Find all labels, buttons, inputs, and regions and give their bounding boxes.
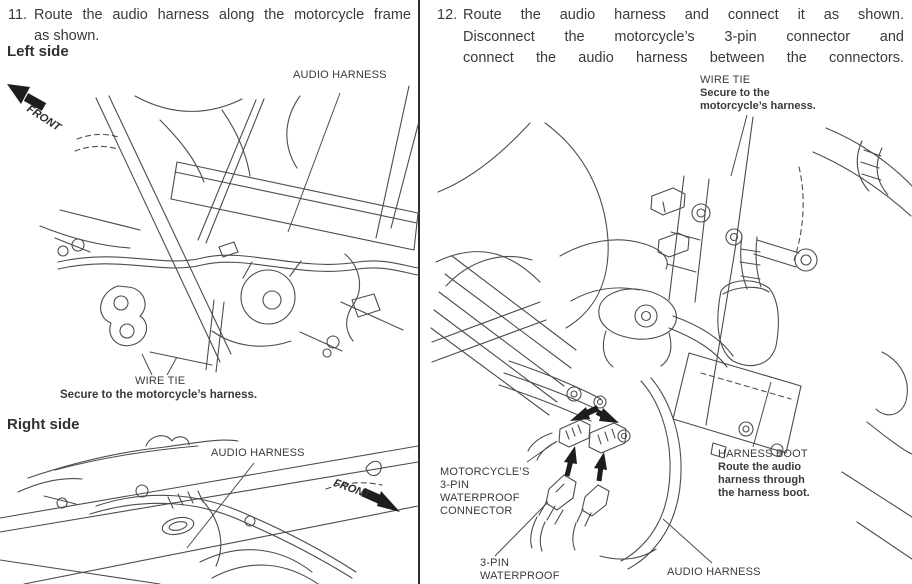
moto-connector-leader-line [527, 441, 557, 462]
moto-connector-label-line-4: CONNECTOR [440, 505, 513, 517]
audio-harness-leader-line [288, 93, 340, 232]
figure-left-side-drawing [0, 62, 418, 412]
wire-tie-note-line-1: Secure to the [700, 87, 770, 99]
audio-connector-label-line-1: 3-PIN [480, 557, 510, 569]
front-label: FRONT [24, 103, 63, 134]
wire-tie-leader-line [142, 354, 152, 375]
wire-tie-label: WIRE TIE [135, 375, 186, 387]
front-label: FRONT [331, 477, 372, 502]
harness-boot-leader-line [753, 382, 771, 447]
step-12-line-1: Route the audio harness and connect it as shown. [463, 7, 904, 23]
front-arrow-icon [7, 84, 44, 107]
harness-boot-label: HARNESS BOOT [718, 448, 808, 460]
heading-right-side: Right side [7, 416, 80, 433]
step-12-line-3: connect the audio harness between the connectors. [463, 50, 904, 66]
step-12-number: 12. [437, 7, 458, 23]
step-12-line-2: Disconnect the motorcycle’s 3-pin connector and [463, 28, 904, 45]
harness-boot-note-line-3: the harness boot. [718, 487, 810, 499]
wire-tie-label: WIRE TIE [700, 74, 751, 86]
step-11-text [34, 5, 411, 47]
audio-connector-label-line-2: WATERPROOF [480, 570, 560, 582]
figure-right-side-drawing [0, 432, 418, 584]
audio-harness-label: AUDIO HARNESS [293, 69, 387, 81]
step-11-number: 11. [8, 7, 28, 23]
audio-harness-label: AUDIO HARNESS [667, 566, 761, 578]
step-11-line-1: Route the audio harness along the motorcycle frame [34, 7, 411, 23]
audio-harness-label: AUDIO HARNESS [211, 447, 305, 459]
wire-tie-note-line-2: motorcycle’s harness. [700, 100, 816, 112]
moto-connector-label-line-1: MOTORCYCLE’S [440, 466, 530, 478]
harness-boot-note-line-1: Route the audio [718, 461, 802, 473]
wire-tie-note: Secure to the motorcycle’s harness. [60, 389, 258, 401]
audio-harness-leader-line [663, 519, 712, 563]
step-12-text [463, 5, 904, 70]
connect-arrow-up-icon [564, 446, 607, 481]
moto-connector-label-line-3: WATERPROOF [440, 492, 520, 504]
wire-tie-leader-line [731, 115, 747, 176]
step-11-line-2: as shown. [34, 28, 100, 44]
heading-left-side: Left side [7, 43, 69, 60]
harness-boot-note-line-2: harness through [718, 474, 805, 486]
moto-connector-label-line-2: 3-PIN [440, 479, 470, 491]
